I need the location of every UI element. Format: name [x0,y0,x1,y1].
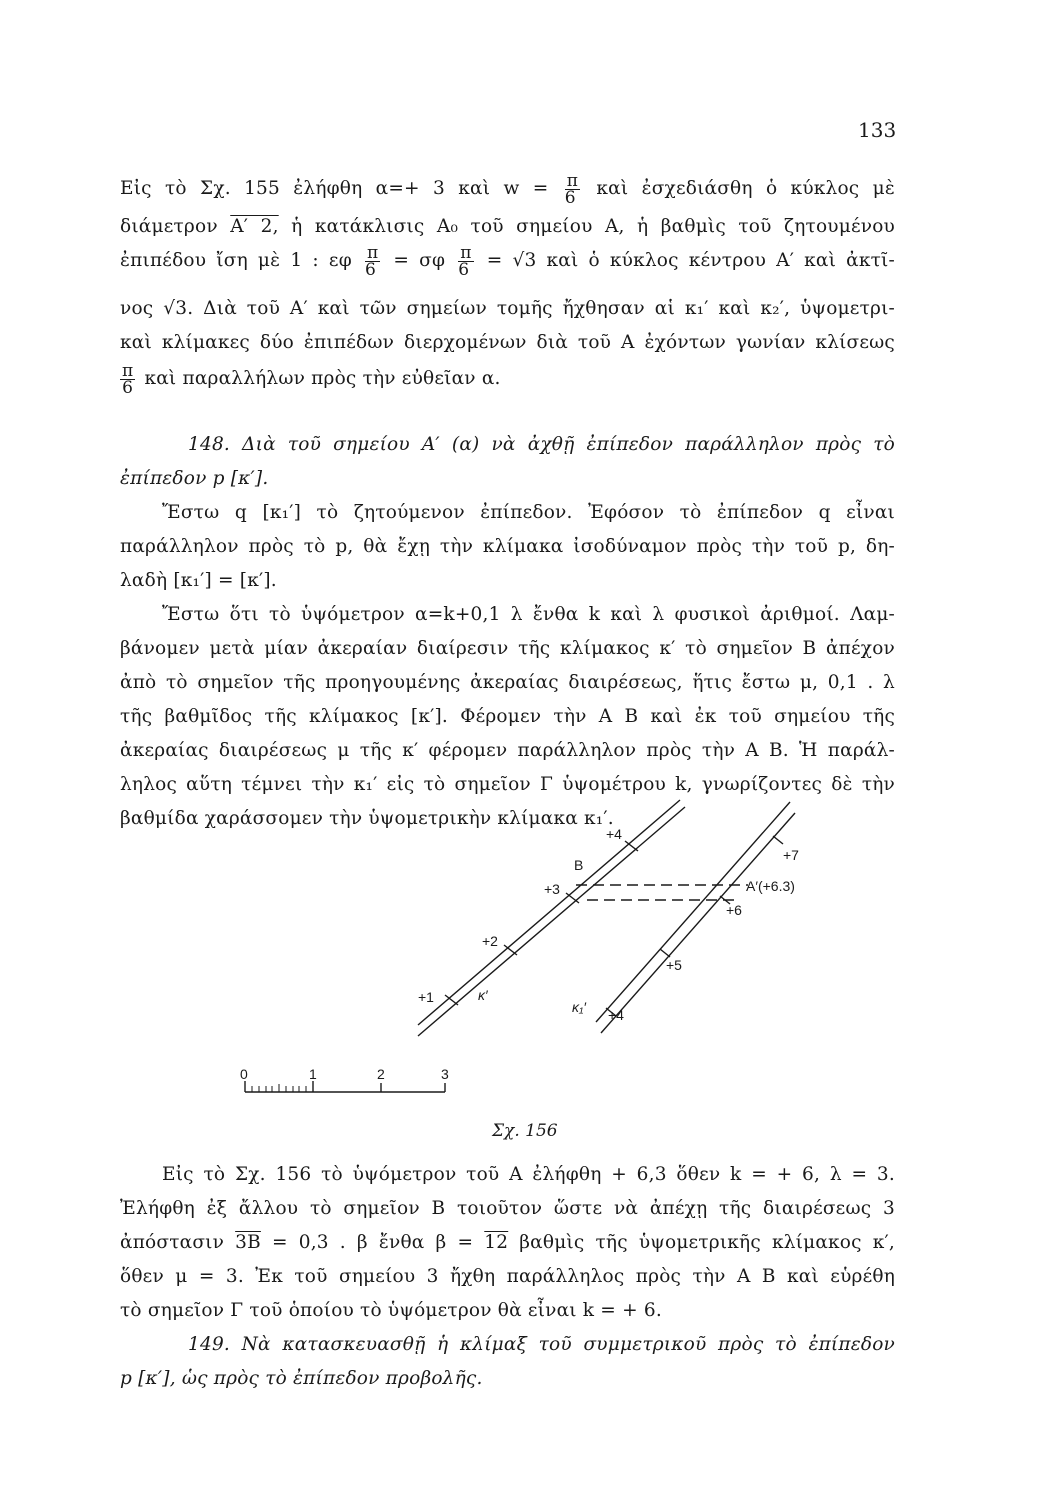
tick [773,836,783,844]
text-line: νος √3. Διὰ τοῦ Α′ καὶ τῶν σημείων τομῆς ἤχθησαν αἱ κ₁′ καὶ κ₂′, ὑψομετρι- [120,298,895,319]
tick [566,893,579,903]
fraction: $\frac{\pi}{6}$ [364,242,379,280]
text-line: $\frac{\pi}{6}$ καὶ παραλλήλων πρὸς τὴν εὐθεῖαν α. [122,360,501,398]
section-148 [120,428,895,836]
scale-label-k: κ′ [478,987,488,1003]
text-line: λαδὴ [κ₁′] = [κ′]. [120,570,277,591]
text-line: ὅθεν μ = 3. Ἐκ τοῦ σημείου 3 ἤχθη παράλληλος πρὸς τὴν Α Β καὶ εὑρέθη [120,1266,895,1287]
ruler-label: 1 [309,1066,317,1082]
section-149 [120,1328,895,1396]
tick-label: +4 [608,1007,624,1023]
text-line: ἀπόστασιν 3Β = 0,3 . β ἔνθα β = 12 βαθμὶς τῆς ὑψομετρικῆς κλίμακος κ′, [120,1232,895,1253]
ruler-label: 3 [441,1066,449,1082]
tick-label: +7 [783,847,799,863]
ruler-minor-ticks [252,1084,306,1092]
ruler-label: 2 [377,1066,385,1082]
text-line: Εἰς τὸ Σχ. 155 ἐλήφθη α=+ 3 καὶ w = $\frac{\pi}{6}$ καὶ ἐσχεδιάσθη ὁ κύκλος μὲ [120,170,895,208]
section-heading: 148. Διὰ τοῦ σημείου Α′ (α) νὰ ἀχθῇ ἐπίπεδον παράλληλον πρὸς τὸ [188,434,895,455]
tick-label: +6 [726,902,742,918]
scale-label-k1: κ₁′ [572,999,587,1015]
point-label-a: A′(+6.3) [746,878,795,894]
text-line: ἀπὸ τὸ σημεῖον τῆς προηγουμένης ἀκεραίας διαιρέσεως, ἥτις ἔστω μ, 0,1 . λ [120,672,895,693]
tick [660,949,670,957]
text-line: βαθμίδα χαράσσομεν τὴν ὑψομετρικὴν κλίμακα κ₁′. [120,808,614,829]
text-line: τὸ σημεῖον Γ τοῦ ὁποίου τὸ ὑψόμετρον θὰ εἶναι k = + 6. [120,1300,662,1321]
section-heading-cont: ἐπίπεδον p [κ′]. [120,468,269,489]
text-line: βάνομεν μετὰ μίαν ἀκεραίαν διαίρεσιν τῆς κλίμακος κ′ τὸ σημεῖον Β ἀπέχον [120,638,895,659]
scale-lines [245,800,795,1092]
scale-line-k [418,800,680,1025]
page-number: 133 [858,118,897,142]
text-line: Ἔστω q [κ₁′] τὸ ζητούμενον ἐπίπεδον. Ἐφόσον τὸ ἐπίπεδον q εἶναι [162,502,895,523]
tick-label: +5 [666,957,682,973]
tick-label: +2 [482,933,498,949]
text-line: Εἰς τὸ Σχ. 156 τὸ ὑψόμετρον τοῦ Α ἐλήφθη + 6,3 ὅθεν k = + 6, λ = 3. [162,1164,895,1185]
text-line: παράλληλον πρὸς τὸ p, θὰ ἔχῃ τὴν κλίμακα ἰσοδύναμον πρὸς τὴν τοῦ p, δη- [120,536,895,557]
text-line: Ἔστω ὅτι τὸ ὑψόμετρον α=k+0,1 λ ἔνθα k καὶ λ φυσικοὶ ἀριθμοί. Λαμ- [162,604,895,625]
fraction: $\frac{\pi}{6}$ [458,242,472,280]
text-line: διάμετρον Α′ 2, ἡ κατάκλισις Α₀ τοῦ σημείου Α, ἡ βαθμὶς τοῦ ζητουμένου [120,216,895,237]
text-line: ληλος αὕτη τέμνει τὴν κ₁′ εἰς τὸ σημεῖον Γ ὑψομέτρου k, γνωρίζοντες δὲ τὴν [120,774,895,795]
paragraph-sx155 [120,172,895,396]
fraction: $\frac{\pi}{6}$ [122,360,134,398]
scale-line-k1 [596,802,790,1022]
text-line: τῆς βαθμῖδος τῆς κλίμακος [κ′]. Φέρομεν τὴν Α Β καὶ ἐκ τοῦ σημείου τῆς [120,706,895,727]
figure-caption: Σχ. 156 [492,1121,558,1141]
figure-labels [240,826,799,1082]
scale-line-k [418,807,685,1036]
point-label-b: B [574,857,584,873]
text-line: ἀκεραίας διαιρέσεως μ τῆς κ′ φέρομεν παράλληλον πρὸς τὴν Α Β. Ἡ παράλ- [120,740,895,761]
text-line: καὶ κλίμακες δύο ἐπιπέδων διερχομένων διὰ τοῦ Α ἐχόντων γωνίαν κλίσεως [120,332,895,353]
section-heading-cont: p [κ′], ὡς πρὸς τὸ ἐπίπεδον προβολῆς. [120,1368,483,1389]
text-line: Ἐλήφθη ἐξ ἄλλου τὸ σημεῖον Β τοιοῦτον ὥστε νὰ ἀπέχῃ τῆς διαιρέσεως 3 [120,1198,895,1219]
scale-line-k1 [601,813,795,1033]
section-heading: 149. Νὰ κατασκευασθῇ ἡ κλίμαξ τοῦ συμμετρικοῦ πρὸς τὸ ἐπίπεδον [188,1334,895,1355]
tick-label: +3 [544,881,560,897]
paragraph-sx156 [120,1158,895,1328]
tick-label: +4 [606,826,622,842]
text-line: ἐπιπέδου ἴση μὲ 1 : εφ $\frac{\pi}{6}$ = σφ $\frac{\pi}{6}$ = √3 καὶ ὁ κύκλος κέντρου Α′ καὶ ἀκτῖ- [120,242,895,280]
ruler-label: 0 [240,1066,248,1082]
figure-156 [0,790,1060,1150]
tick-label: +1 [418,989,434,1005]
fraction: $\frac{\pi}{6}$ [564,170,579,208]
